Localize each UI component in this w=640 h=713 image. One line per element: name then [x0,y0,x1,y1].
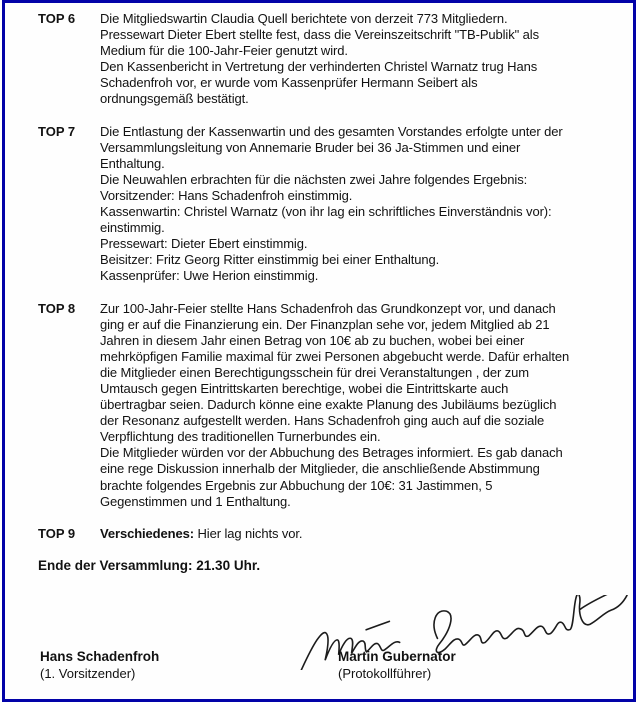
page-border-frame [2,0,636,702]
top-label: TOP 9 [38,525,76,541]
text-line: Kassenprüfer: Uwe Herion einstimmig. [100,268,319,284]
meeting-end-line: Ende der Versammlung: 21.30 Uhr. [38,557,261,573]
text-line: Zur 100-Jahr-Feier stellte Hans Schadenfroh das Grundkonzept vor, und danach [100,300,556,316]
text-line: eine rege Diskussion innerhalb der Mitglieder, die anschließende Abstimmung [100,461,540,477]
signer-name: Hans Schadenfroh [40,649,160,664]
top-section-7 [38,124,623,285]
section-text [100,124,623,285]
text-line: die Mitglieder einen Berechtigungsschein für drei Veranstaltungen , der zum [100,364,529,380]
text-line: Schadenfroh vor, er wurde vom Kassenprüfer Hermann Seibert als [100,75,478,91]
minutes-content [38,11,623,574]
text-line: Versammlungsleitung von Annemarie Bruder bei 36 Ja-Stimmen und einer [100,139,521,155]
text-line: Enthaltung. [100,155,165,171]
text-line: ordnungsgemäß bestätigt. [100,91,249,107]
top-label: TOP 6 [38,11,76,26]
text-line: brachte folgendes Ergebnis zur Abbuchung der 10€: 31 Jastimmen, 5 [100,477,493,493]
text-line: Vorsitzender: Hans Schadenfroh einstimmig. [100,187,353,203]
text-line: ging er auf die Finanzierung ein. Der Finanzplan sehe vor, jedem Mitglied ab 21 [100,316,550,332]
top-label: TOP 7 [38,123,76,139]
top-section-8 [38,301,623,510]
text-line: Verpflichtung des traditionellen Turnerbundes ein. [100,429,381,445]
text-line: der Resonanz aufgestellt werden. Hans Schadenfroh ging auch auf die soziale [100,413,545,429]
text-line: Die Neuwahlen erbrachten für die nächsten zwei Jahre folgendes Ergebnis: [100,171,528,187]
text-line: übertragbar seien. Dadurch könne eine exakte Planung des Jubiläums bezüglich [100,397,557,413]
text-line: Gegenstimmen und 1 Enthaltung. [100,493,291,509]
text-line: Pressewart: Dieter Ebert einstimmig. [100,236,308,252]
top-label: TOP 8 [38,300,76,316]
section-text [100,526,623,542]
signer-name: Martin Gubernator [338,649,456,664]
signer-left [40,648,338,682]
text-line: Jahren in diesem Jahr einen Betrag von 10€ ab zu buchen, wobei bei einer [100,332,525,348]
section-text [100,301,623,510]
text-line: mehrköpfigen Familie maximal für zwei Personen abgebucht werde. Dafür erhalten [100,348,570,364]
text-line: Den Kassenbericht in Vertretung der verhinderten Christel Warnatz trug Hans [100,59,538,75]
text-line: Die Mitglieder würden vor der Abbuchung des Betrages informiert. Es gab danach [100,445,563,461]
signer-role: (Protokollführer) [338,666,432,681]
top9-bold-text: Verschiedenes: [100,525,194,541]
section-text [100,11,623,108]
text-line: Die Mitgliedswartin Claudia Quell berichtete von derzeit 773 Mitgliedern. [100,11,508,26]
top9-text: Hier lag nichts vor. [194,525,303,541]
text-line: Die Entlastung der Kassenwartin und des gesamten Vorstandes erfolgte unter der [100,123,563,139]
text-line: einstimmig. [100,220,165,236]
text-line: Umtausch gegen Eintrittskarten berechtige, wobei die Eintrittskarte auch [100,380,509,396]
text-line: Medium für die 100-Jahr-Feier genutzt wird. [100,43,348,59]
signer-role: (1. Vorsitzender) [40,666,136,681]
text-line: Beisitzer: Fritz Georg Ritter einstimmig bei einer Enthaltung. [100,252,440,268]
text-line: Kassenwartin: Christel Warnatz (von ihr lag ein schriftliches Einverständnis vor): [100,204,552,220]
signer-right [338,648,618,682]
top-section-9 [38,526,623,542]
top-section-6 [38,11,623,108]
signature-block [40,648,620,682]
text-line: Pressewart Dieter Ebert stellte fest, dass die Vereinszeitschrift "TB-Publik" als [100,27,539,43]
